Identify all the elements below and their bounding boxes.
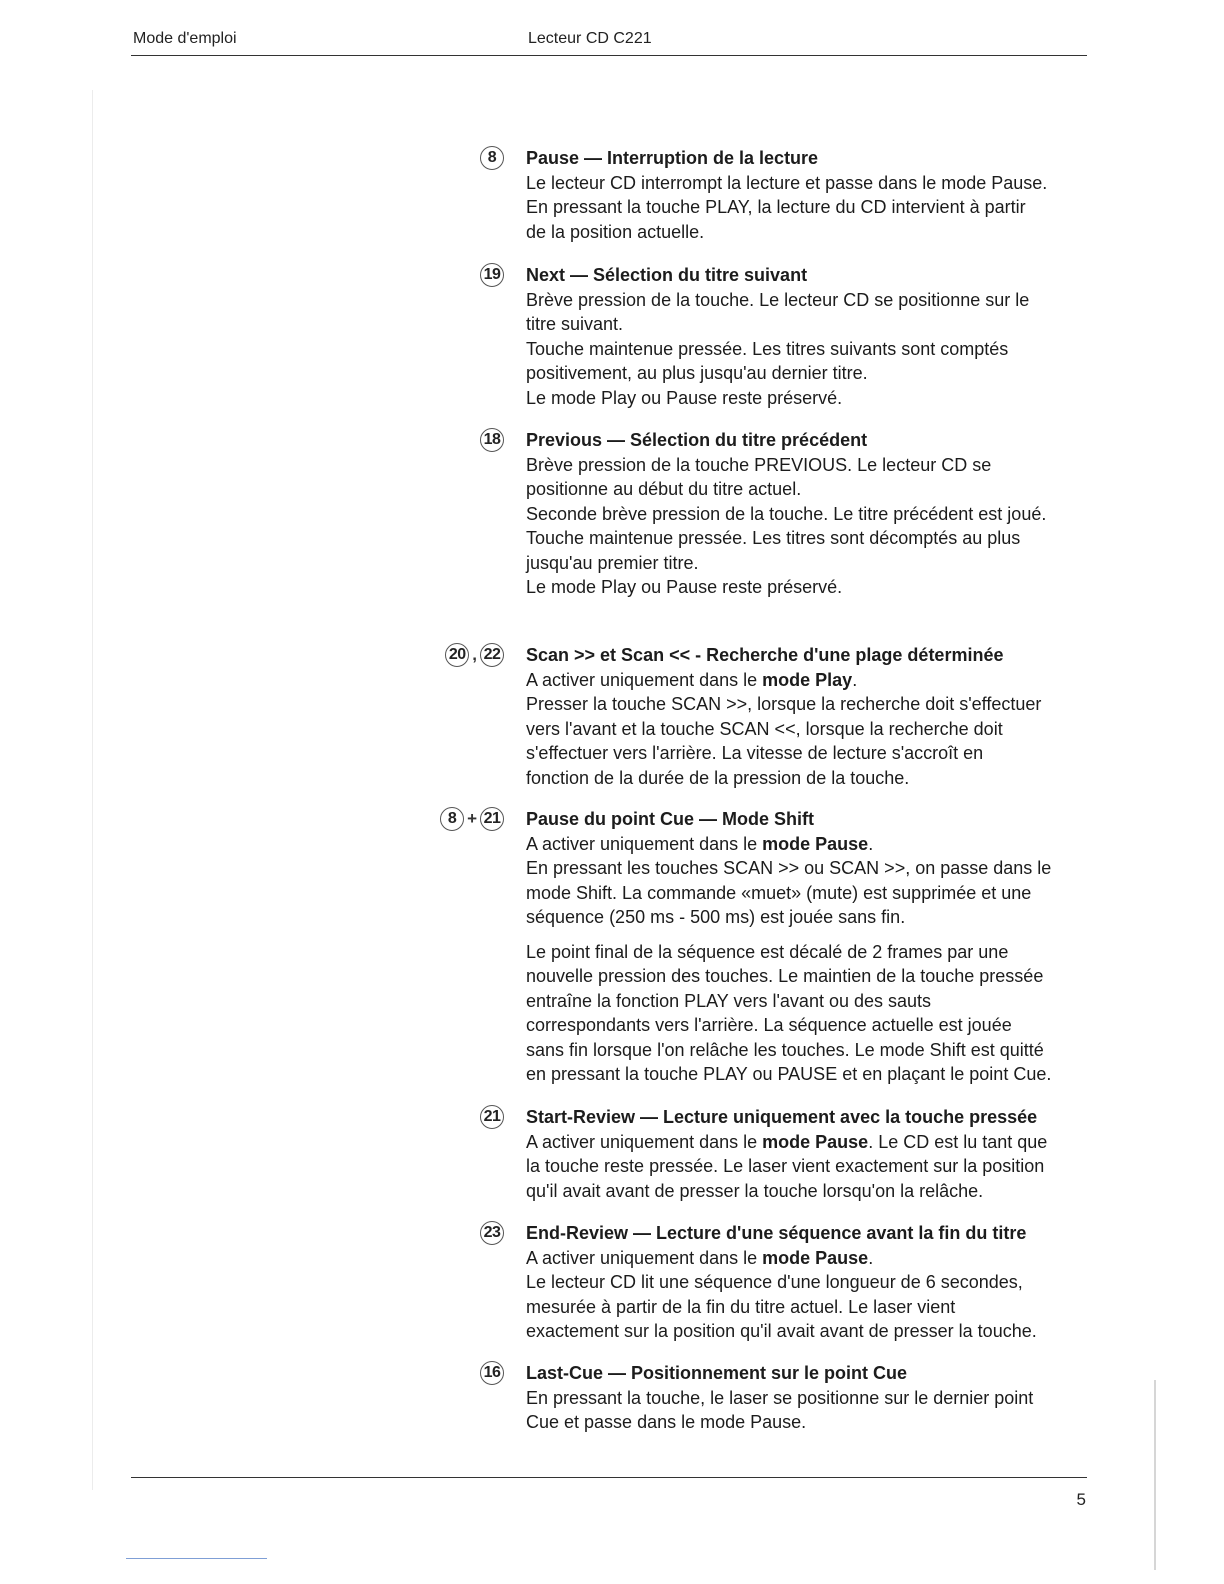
scan-edge-line	[1154, 1380, 1156, 1570]
entry-title: Last-Cue — Positionnement sur le point Cue	[526, 1363, 908, 1383]
entry-line: En pressant la touche, le laser se positionne sur le dernier point	[526, 1387, 1034, 1408]
entry-line: entraîne la fonction PLAY vers l'avant ou des sauts	[526, 990, 932, 1011]
entry-cue-pause	[428, 807, 1098, 1087]
entry-line: vers l'avant et la touche SCAN <<, lorsque la recherche doit	[526, 718, 1003, 739]
header-left: Mode d'emploi	[133, 30, 237, 47]
entry-marker	[428, 146, 504, 170]
entry-end-review	[428, 1221, 1098, 1344]
circled-number-badge: 21	[480, 807, 504, 831]
marker-separator: +	[467, 809, 477, 828]
entry-title: Next — Sélection du titre suivant	[526, 265, 808, 285]
entry-title: Start-Review — Lecture uniquement avec la touche pressée	[526, 1107, 1038, 1127]
entry-line: positionne au début du titre actuel.	[526, 479, 802, 499]
entry-marker	[428, 643, 504, 667]
entry-start-review	[428, 1105, 1098, 1203]
mode-prefix: A activer uniquement dans le	[526, 669, 763, 690]
header-rule	[131, 55, 1087, 56]
circled-number-badge: 19	[480, 263, 504, 287]
entry-line: Touche maintenue pressée. Les titres suivants sont comptés	[526, 338, 1009, 359]
entry-line: mode Shift. La commande «muet» (mute) est supprimée et une	[526, 882, 1032, 903]
circled-number-badge: 22	[480, 643, 504, 667]
entry-title: End-Review — Lecture d'une séquence avant la fin du titre	[526, 1223, 1027, 1243]
entry-line: Cue et passe dans le mode Pause.	[526, 1412, 807, 1432]
entry-line: En pressant les touches SCAN >> ou SCAN >>, on passe dans le	[526, 858, 1052, 878]
circled-number-badge: 8	[440, 807, 464, 831]
entry-line: s'effectuer vers l'arrière. La vitesse de lecture s'accroît en	[526, 743, 984, 763]
header-title: Lecteur CD C221	[528, 30, 652, 47]
circled-number-badge: 21	[480, 1105, 504, 1129]
entry-line: Le point final de la séquence est décalé de 2 frames par une	[526, 941, 1009, 962]
entry-line: Seconde brève pression de la touche. Le titre précédent est joué.	[526, 503, 1047, 524]
entry-line: jusqu'au premier titre.	[526, 552, 699, 573]
entry-mode-line	[526, 1246, 1098, 1271]
entry-line: qu'il avait avant de presser la touche lorsqu'on la relâche.	[526, 1180, 984, 1201]
entry-pause	[428, 146, 1098, 244]
entry-line: Brève pression de la touche PREVIOUS. Le lecteur CD se	[526, 454, 992, 475]
entry-last-cue	[428, 1361, 1098, 1435]
entry-previous	[428, 428, 1098, 600]
entry-line: mesurée à partir de la fin du titre actuel. Le laser vient	[526, 1296, 956, 1317]
entry-line: Le mode Play ou Pause reste préservé.	[526, 387, 843, 408]
mode-suffix: .	[868, 833, 874, 854]
entry-line: en pressant la touche PLAY ou PAUSE et en plaçant le point Cue.	[526, 1064, 1052, 1084]
mode-prefix: A activer uniquement dans le	[526, 1247, 763, 1268]
mode-name: mode Pause	[762, 1131, 869, 1152]
footer-rule	[131, 1477, 1087, 1478]
mode-prefix: A activer uniquement dans le	[526, 833, 763, 854]
entry-marker	[428, 1105, 504, 1129]
mode-name: mode Pause	[762, 1247, 869, 1268]
mode-name: mode Play	[762, 669, 853, 690]
entry-mode-line	[526, 832, 1098, 857]
entry-line: séquence (250 ms - 500 ms) est jouée sans fin.	[526, 907, 906, 927]
entry-line: positivement, au plus jusqu'au dernier titre.	[526, 363, 868, 383]
blue-underline	[126, 1558, 267, 1559]
circled-number-badge: 20	[445, 643, 469, 667]
entry-title: Previous — Sélection du titre précédent	[526, 430, 868, 450]
entry-marker	[428, 1361, 504, 1385]
mode-suffix: . Le CD est lu tant que	[868, 1131, 1048, 1152]
entry-line: exactement sur la position qu'il avait avant de presser la touche.	[526, 1321, 1037, 1341]
mode-suffix: .	[868, 1247, 874, 1268]
entry-marker	[428, 807, 504, 831]
entry-line: la touche reste pressée. Le laser vient exactement sur la position	[526, 1156, 1045, 1176]
marker-separator: ,	[472, 645, 477, 664]
entry-line: fonction de la durée de la pression de la touche.	[526, 767, 910, 788]
entry-title: Pause — Interruption de la lecture	[526, 148, 819, 168]
entry-line: Presser la touche SCAN >>, lorsque la recherche doit s'effectuer	[526, 694, 1042, 714]
entry-scan	[428, 643, 1098, 790]
page-number: 5	[1076, 1490, 1086, 1509]
entry-mode-line	[526, 1130, 1098, 1155]
entry-next	[428, 263, 1098, 410]
scan-margin-line	[92, 90, 93, 1490]
circled-number-badge: 18	[480, 428, 504, 452]
mode-suffix: .	[852, 669, 858, 690]
mode-prefix: A activer uniquement dans le	[526, 1131, 763, 1152]
circled-number-badge: 23	[480, 1221, 504, 1245]
entry-marker	[428, 428, 504, 452]
entry-mode-line	[526, 668, 1098, 693]
entry-title: Scan >> et Scan << - Recherche d'une plage déterminée	[526, 645, 1004, 665]
entry-line: Le lecteur CD interrompt la lecture et passe dans le mode Pause.	[526, 172, 1048, 193]
entry-line: Le lecteur CD lit une séquence d'une longueur de 6 secondes,	[526, 1272, 1023, 1292]
circled-number-badge: 8	[480, 146, 504, 170]
entry-line: sans fin lorsque l'on relâche les touches. Le mode Shift est quitté	[526, 1039, 1044, 1060]
entry-line: correspondants vers l'arrière. La séquence actuelle est jouée	[526, 1015, 1012, 1035]
mode-name: mode Pause	[762, 833, 869, 854]
entry-marker	[428, 1221, 504, 1245]
entry-line: En pressant la touche PLAY, la lecture du CD intervient à partir	[526, 197, 1026, 217]
entry-marker	[428, 263, 504, 287]
circled-number-badge: 16	[480, 1361, 504, 1385]
entry-line: Le mode Play ou Pause reste préservé.	[526, 577, 843, 597]
entry-line: de la position actuelle.	[526, 221, 705, 242]
entry-line: Brève pression de la touche. Le lecteur CD se positionne sur le	[526, 289, 1030, 310]
entry-line: titre suivant.	[526, 314, 624, 334]
entry-line: nouvelle pression des touches. Le maintien de la touche pressée	[526, 966, 1044, 986]
entry-title: Pause du point Cue — Mode Shift	[526, 809, 814, 829]
entry-line: Touche maintenue pressée. Les titres sont décomptés au plus	[526, 528, 1021, 548]
